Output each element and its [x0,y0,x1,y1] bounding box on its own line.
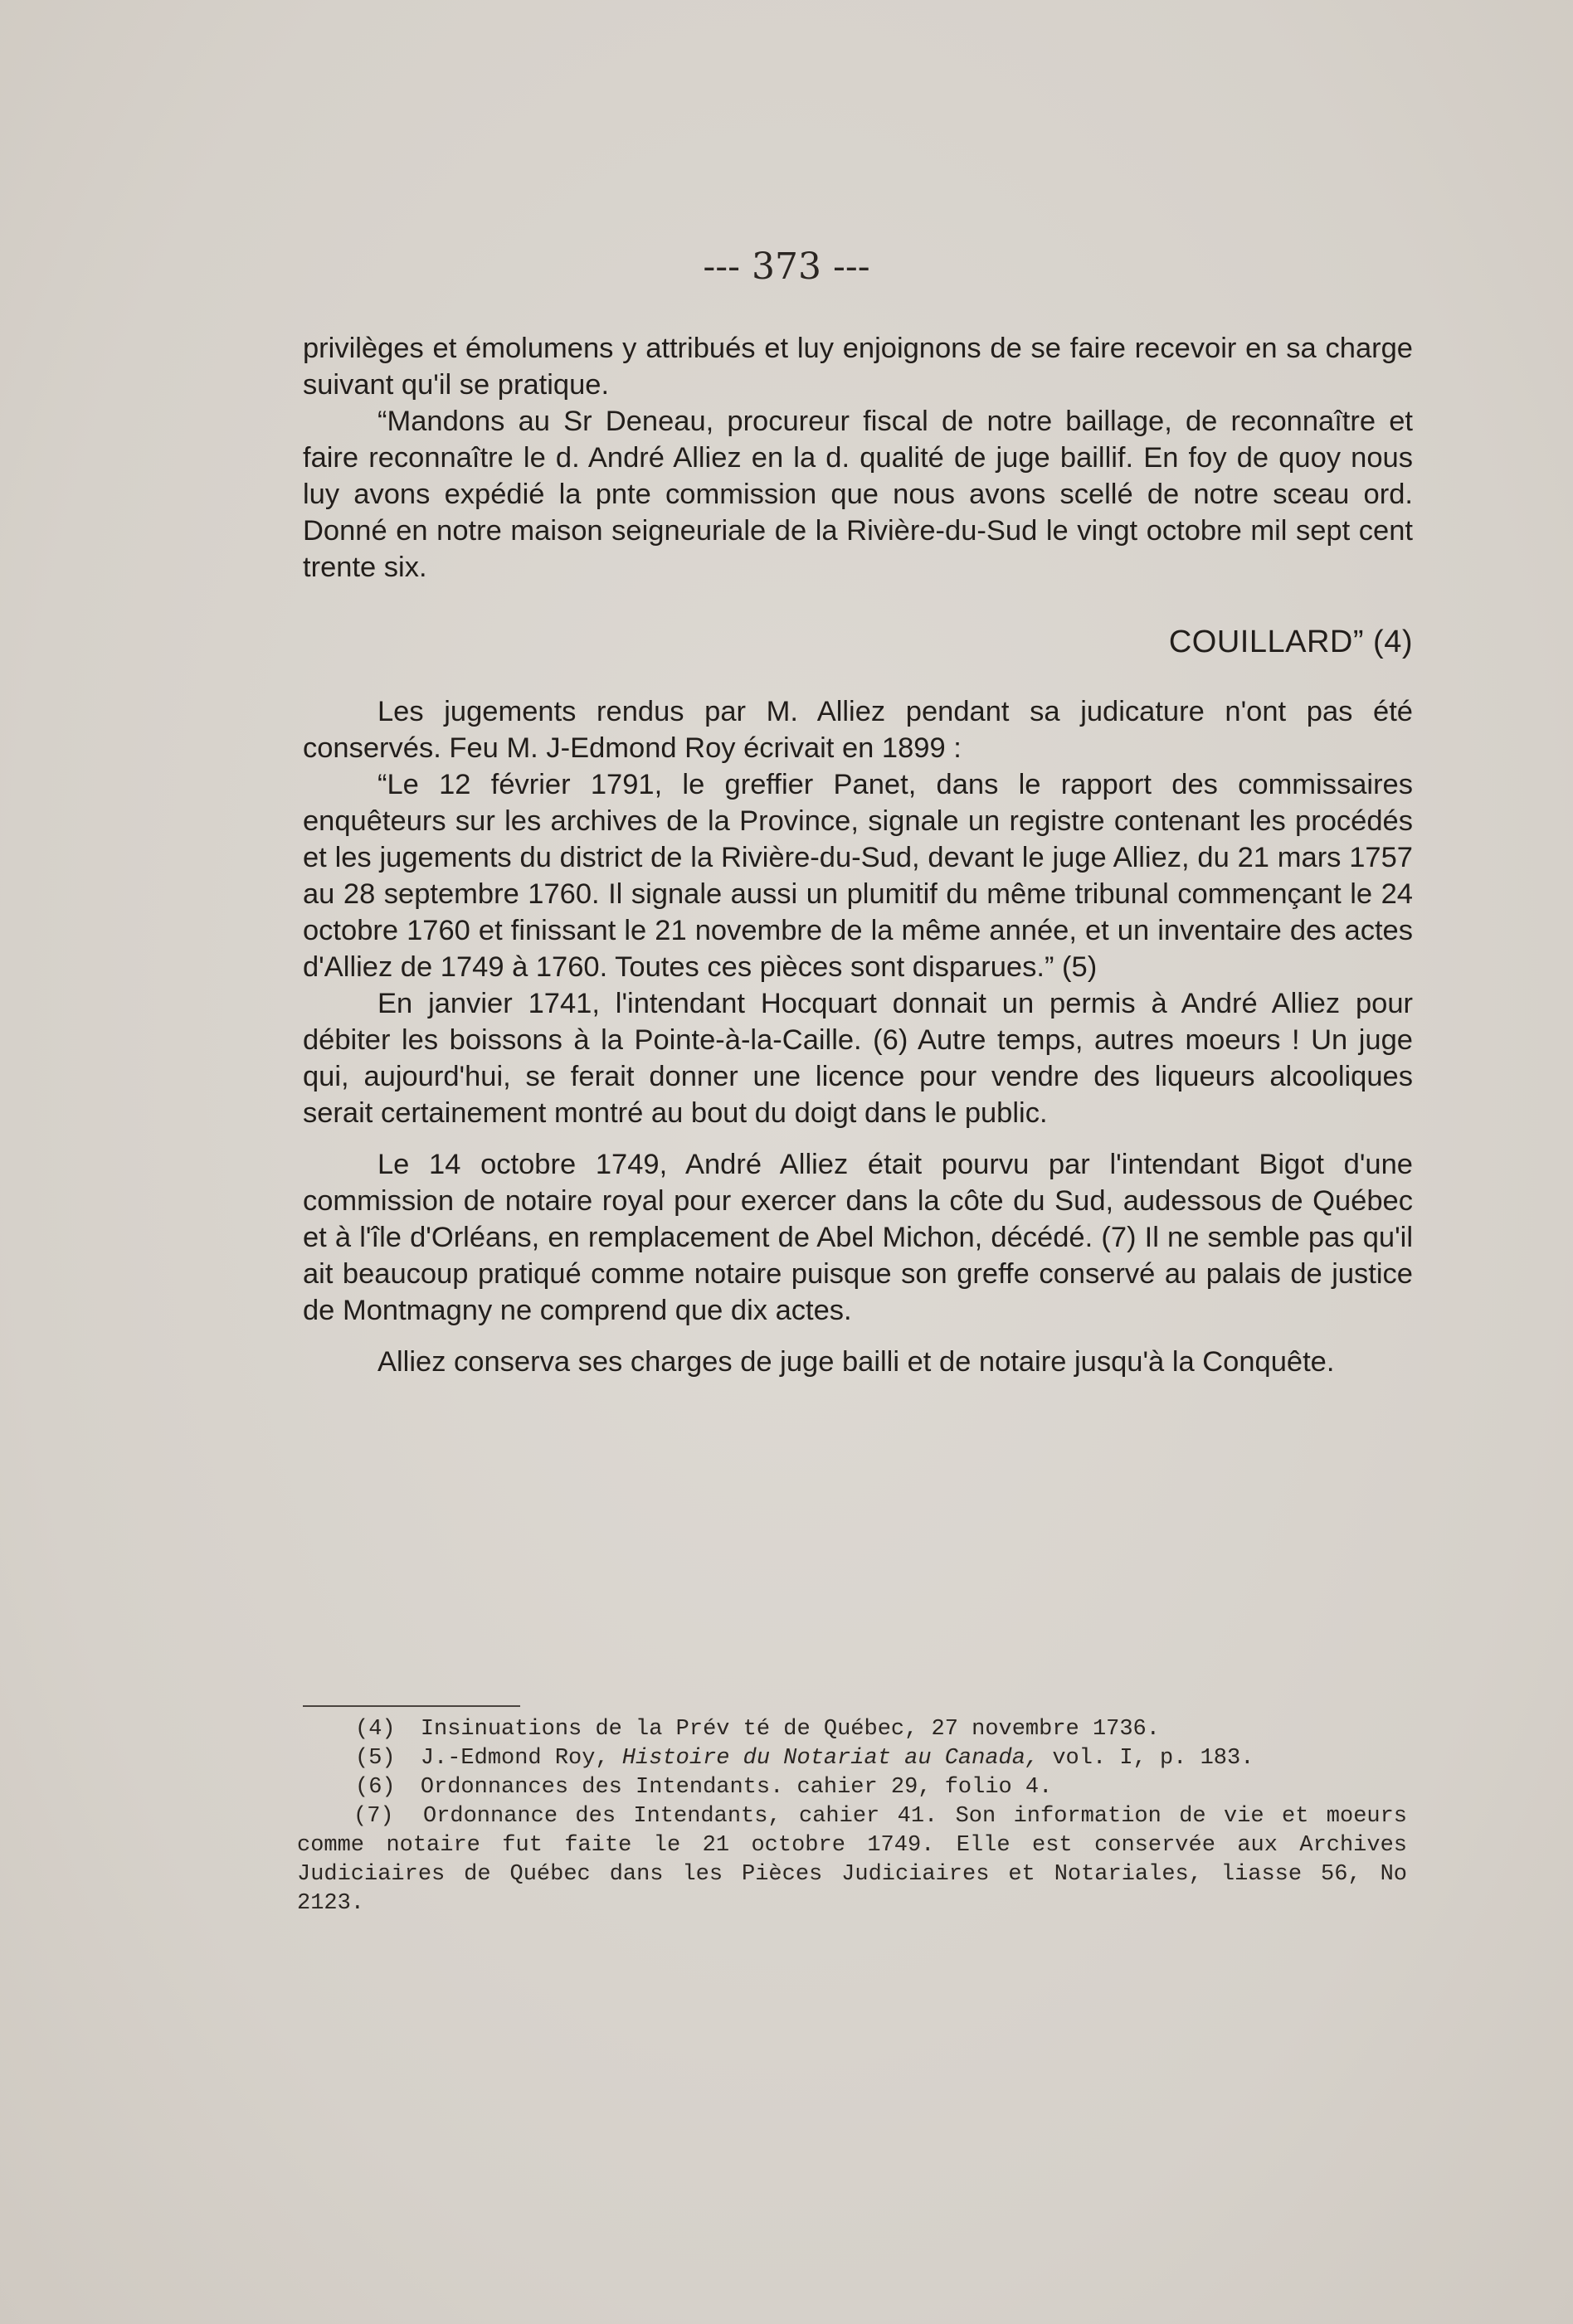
paragraph-notaire: Le 14 octobre 1749, André Alliez était pourvu par l'intendant Bigot d'une commission de notaire royal pour exercer dans la côte du Sud, audessous de Québec et à l'île d'Orléans, en remplacement de Abel Michon, décédé. (7) Il ne semble pas qu'il ait beaucoup pratiqué comme notaire puisque son greffe conservé au palais de justice de Montmagny ne comprend que dix actes. [303,1149,1413,1326]
footnote-7 [297,1802,1407,1918]
footnote-number: (4) [355,1717,396,1742]
footnote-6 [297,1773,1407,1802]
footnote-text: Ordonnances des Intendants. cahier 29, folio 4. [420,1775,1053,1800]
paragraph-commission-quote: “Mandons au Sr Deneau, procureur fiscal de notre baillage, de reconnaître et faire reconnaître le d. André Alliez en la d. qualité de juge baillif. En foy de quoy nous luy avons expédié la pnte commission que nous avons scellé de notre sceau ord. Donné en notre maison seigneuriale de la Rivière-du-Sud le vingt octobre mil sept cent trente six. [303,406,1413,583]
footnote-text: J.-Edmond Roy, [420,1746,622,1771]
footnotes [297,1715,1407,1918]
footnote-title-italic: Histoire du Notariat au Canada, [621,1746,1040,1771]
footnote-text: vol. I, p. 183. [1039,1746,1254,1771]
paragraph-permis: En janvier 1741, l'intendant Hocquart donnait un permis à André Alliez pour débiter les boissons à la Pointe-à-la-Caille. (6) Autre temps, autres moeurs ! Un juge qui, aujourd'hui, se ferait donner une licence pour vendre des liqueurs alcooliques serait certainement montré au bout du doigt dans le public. [303,988,1413,1129]
footnote-4 [297,1715,1407,1744]
body-text [303,330,1413,1380]
signature-couillard: COUILLARD” (4) [1168,625,1413,659]
footnote-text: Insinuations de la Prév té de Québec, 27 novembre 1736. [420,1717,1160,1742]
paragraph-conquete: Alliez conserva ses charges de juge bailli et de notaire jusqu'à la Conquête. [377,1346,1335,1378]
footnote-5 [297,1744,1407,1773]
footnote-divider [303,1705,520,1707]
paragraph-continuation: privilèges et émolumens y attribués et luy enjoignons de se faire recevoir en sa charge suivant qu'il se pratique. [303,333,1413,401]
footnote-text: Ordonnance des Intendants, cahier 41. Son information de vie et moeurs comme notaire fut faite le 21 octobre 1749. Elle est conservée aux Archives Judiciaires de Québec dans les Pièces Judiciaires et Notariales, liasse 56, No 2123. [297,1804,1408,1916]
footnote-number: (5) [355,1746,396,1771]
paragraph-jugements: Les jugements rendus par M. Alliez pendant sa judicature n'ont pas été conservés. Feu M. J-Edmond Roy écrivait en 1899 : [303,696,1413,764]
paragraph-roy-quote: “Le 12 février 1791, le greffier Panet, dans le rapport des commissaires enquêteurs sur les archives de la Province, signale un registre contenant les procédés et les jugements du district de la Rivière-du-Sud, devant le juge Alliez, du 21 mars 1757 au 28 septembre 1760. Il signale aussi un plumitif du même tribunal commençant le 24 octobre 1760 et finissant le 21 novembre de la même année, et un inventaire des actes d'Alliez de 1749 à 1760. Toutes ces pièces sont disparues.” (5) [303,769,1413,983]
page-number: --- 373 --- [703,246,870,288]
footnote-number: (6) [355,1775,396,1800]
footnote-number: (7) [353,1804,394,1829]
